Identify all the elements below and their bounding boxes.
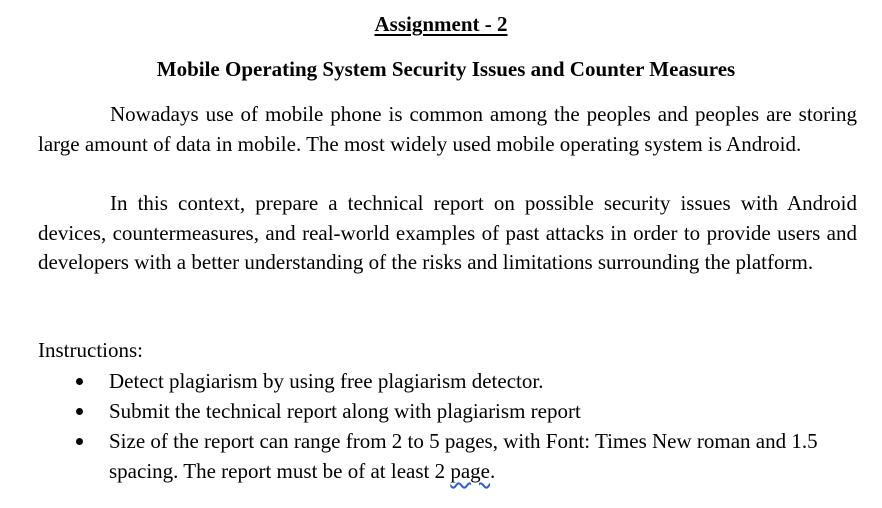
bullet-icon bbox=[76, 378, 83, 385]
spellcheck-flagged-word[interactable]: page bbox=[450, 459, 491, 483]
bullet-icon bbox=[76, 438, 83, 445]
task-paragraph: In this context, prepare a technical report on possible security issues with Android devices, countermeasures, and real-world examples of past attacks in order to provide users and developers with a better understanding of the risks and limitations surrounding the platform. bbox=[38, 191, 857, 274]
instructions-heading: Instructions: bbox=[38, 338, 143, 362]
intro-paragraph: Nowadays use of mobile phone is common among the peoples and peoples are storing large amount of data in mobile. The most widely used mobile operating system is Android. bbox=[38, 102, 857, 156]
assignment-title bbox=[0, 10, 882, 38]
instruction-item-submit bbox=[0, 396, 854, 426]
instruction-text: Detect plagiarism by using free plagiarism detector. bbox=[109, 369, 544, 393]
instruction-text: Size of the report can range from 2 to 5 pages, with Font: Times New roman and 1.5 spacing. The report must be of at least 2 bbox=[109, 429, 818, 483]
instructions-list bbox=[0, 366, 882, 486]
instruction-text-end: . bbox=[490, 459, 496, 483]
bullet-icon bbox=[76, 408, 83, 415]
assignment-subtitle: Mobile Operating System Security Issues and Counter Measures bbox=[156, 57, 736, 81]
instruction-item-size bbox=[0, 426, 854, 486]
instruction-text: Submit the technical report along with plagiarism report bbox=[109, 399, 581, 423]
instruction-item-plagiarism bbox=[0, 366, 854, 396]
assignment-title-text: Assignment - 2 bbox=[374, 12, 508, 36]
